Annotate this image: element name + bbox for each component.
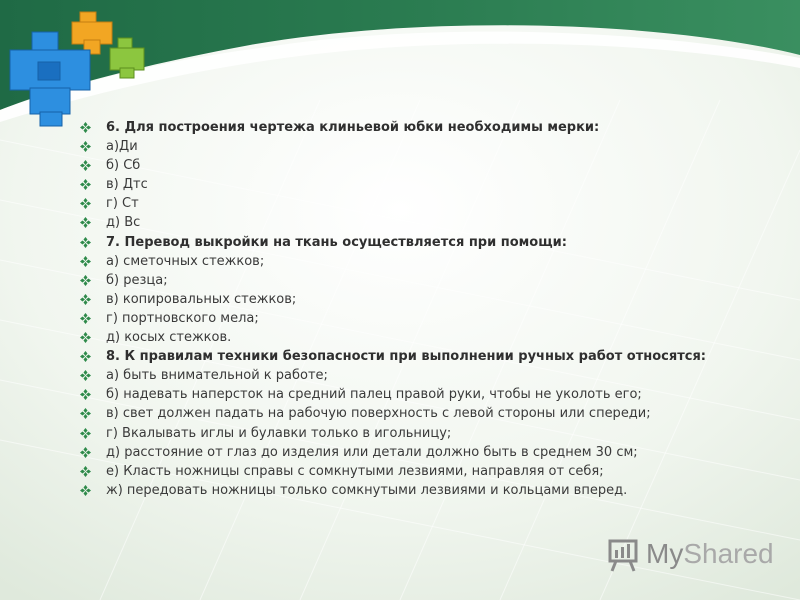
list-item-text: в) копировальных стежков; (106, 291, 297, 307)
list-item-text: г) портновского мела; (106, 310, 259, 326)
answer-option (80, 424, 780, 443)
answer-option (80, 385, 780, 404)
logo-text-shared: Shared (683, 538, 774, 569)
presentation-board-icon (606, 538, 640, 572)
diamond-quad-icon (80, 370, 91, 381)
list-item-text: б) резца; (106, 272, 168, 288)
answer-option (80, 156, 780, 175)
diamond-quad-icon (80, 332, 91, 343)
answer-option (80, 194, 780, 213)
list-item-text: 8. К правилам техники безопасности при выполнении ручных работ относятся: (106, 349, 706, 365)
question-heading (80, 347, 780, 366)
answer-option (80, 137, 780, 156)
diamond-quad-icon (80, 351, 91, 362)
question-heading (80, 118, 780, 137)
answer-option (80, 290, 780, 309)
diamond-quad-icon (80, 428, 91, 439)
diamond-quad-icon (80, 389, 91, 400)
answer-option (80, 252, 780, 271)
list-item-text: г) Вкалывать иглы и булавки только в игольницу; (106, 425, 452, 441)
answer-option (80, 462, 780, 481)
answer-option (80, 404, 780, 423)
list-item-text: а)Ди (106, 139, 138, 155)
question-list (80, 118, 780, 500)
logo-wordmark (646, 538, 774, 570)
list-item-text: д) косых стежков. (106, 330, 232, 346)
diamond-quad-icon (80, 485, 91, 496)
diamond-quad-icon (80, 198, 91, 209)
list-item-text: а) сметочных стежков; (106, 253, 265, 269)
question-list-area (80, 118, 780, 500)
list-item-text: ж) передовать ножницы только сомкнутыми лезвиями и кольцами вперед. (106, 482, 628, 498)
diamond-quad-icon (80, 408, 91, 419)
list-item-text: а) быть внимательной к работе; (106, 368, 328, 384)
answer-option (80, 271, 780, 290)
list-item-text: д) расстояние от глаз до изделия или детали должно быть в среднем 30 см; (106, 444, 638, 460)
list-item-text: е) Класть ножницы справы с сомкнутыми лезвиями, направляя от себя; (106, 463, 604, 479)
list-item-text: 6. Для построения чертежа клиньевой юбки необходимы мерки: (106, 120, 600, 135)
diamond-quad-icon (80, 141, 91, 152)
puzzle-cubes-logo (0, 0, 170, 135)
diamond-quad-icon (80, 447, 91, 458)
diamond-quad-icon (80, 237, 91, 248)
answer-option (80, 443, 780, 462)
answer-option (80, 328, 780, 347)
diamond-quad-icon (80, 313, 91, 324)
diamond-quad-icon (80, 275, 91, 286)
list-item-text: г) Ст (106, 196, 139, 212)
diamond-quad-icon (80, 256, 91, 267)
answer-option (80, 481, 780, 500)
diamond-quad-icon (80, 122, 91, 133)
diamond-quad-icon (80, 466, 91, 477)
diamond-quad-icon (80, 179, 91, 190)
diamond-quad-icon (80, 160, 91, 171)
diamond-quad-icon (80, 217, 91, 228)
answer-option (80, 213, 780, 232)
answer-option (80, 366, 780, 385)
list-item-text: б) надевать наперсток на средний палец правой руки, чтобы не уколоть его; (106, 387, 642, 403)
list-item-text: б) Сб (106, 158, 141, 174)
answer-option (80, 309, 780, 328)
list-item-text: в) Дтс (106, 177, 148, 193)
question-heading (80, 233, 780, 252)
list-item-text: 7. Перевод выкройки на ткань осуществляется при помощи: (106, 234, 567, 250)
answer-option (80, 175, 780, 194)
diamond-quad-icon (80, 294, 91, 305)
list-item-text: в) свет должен падать на рабочую поверхность с левой стороны или спереди; (106, 406, 651, 422)
list-item-text: д) Вс (106, 215, 141, 231)
myshared-logo (606, 536, 776, 576)
logo-text-my: My (646, 538, 684, 569)
